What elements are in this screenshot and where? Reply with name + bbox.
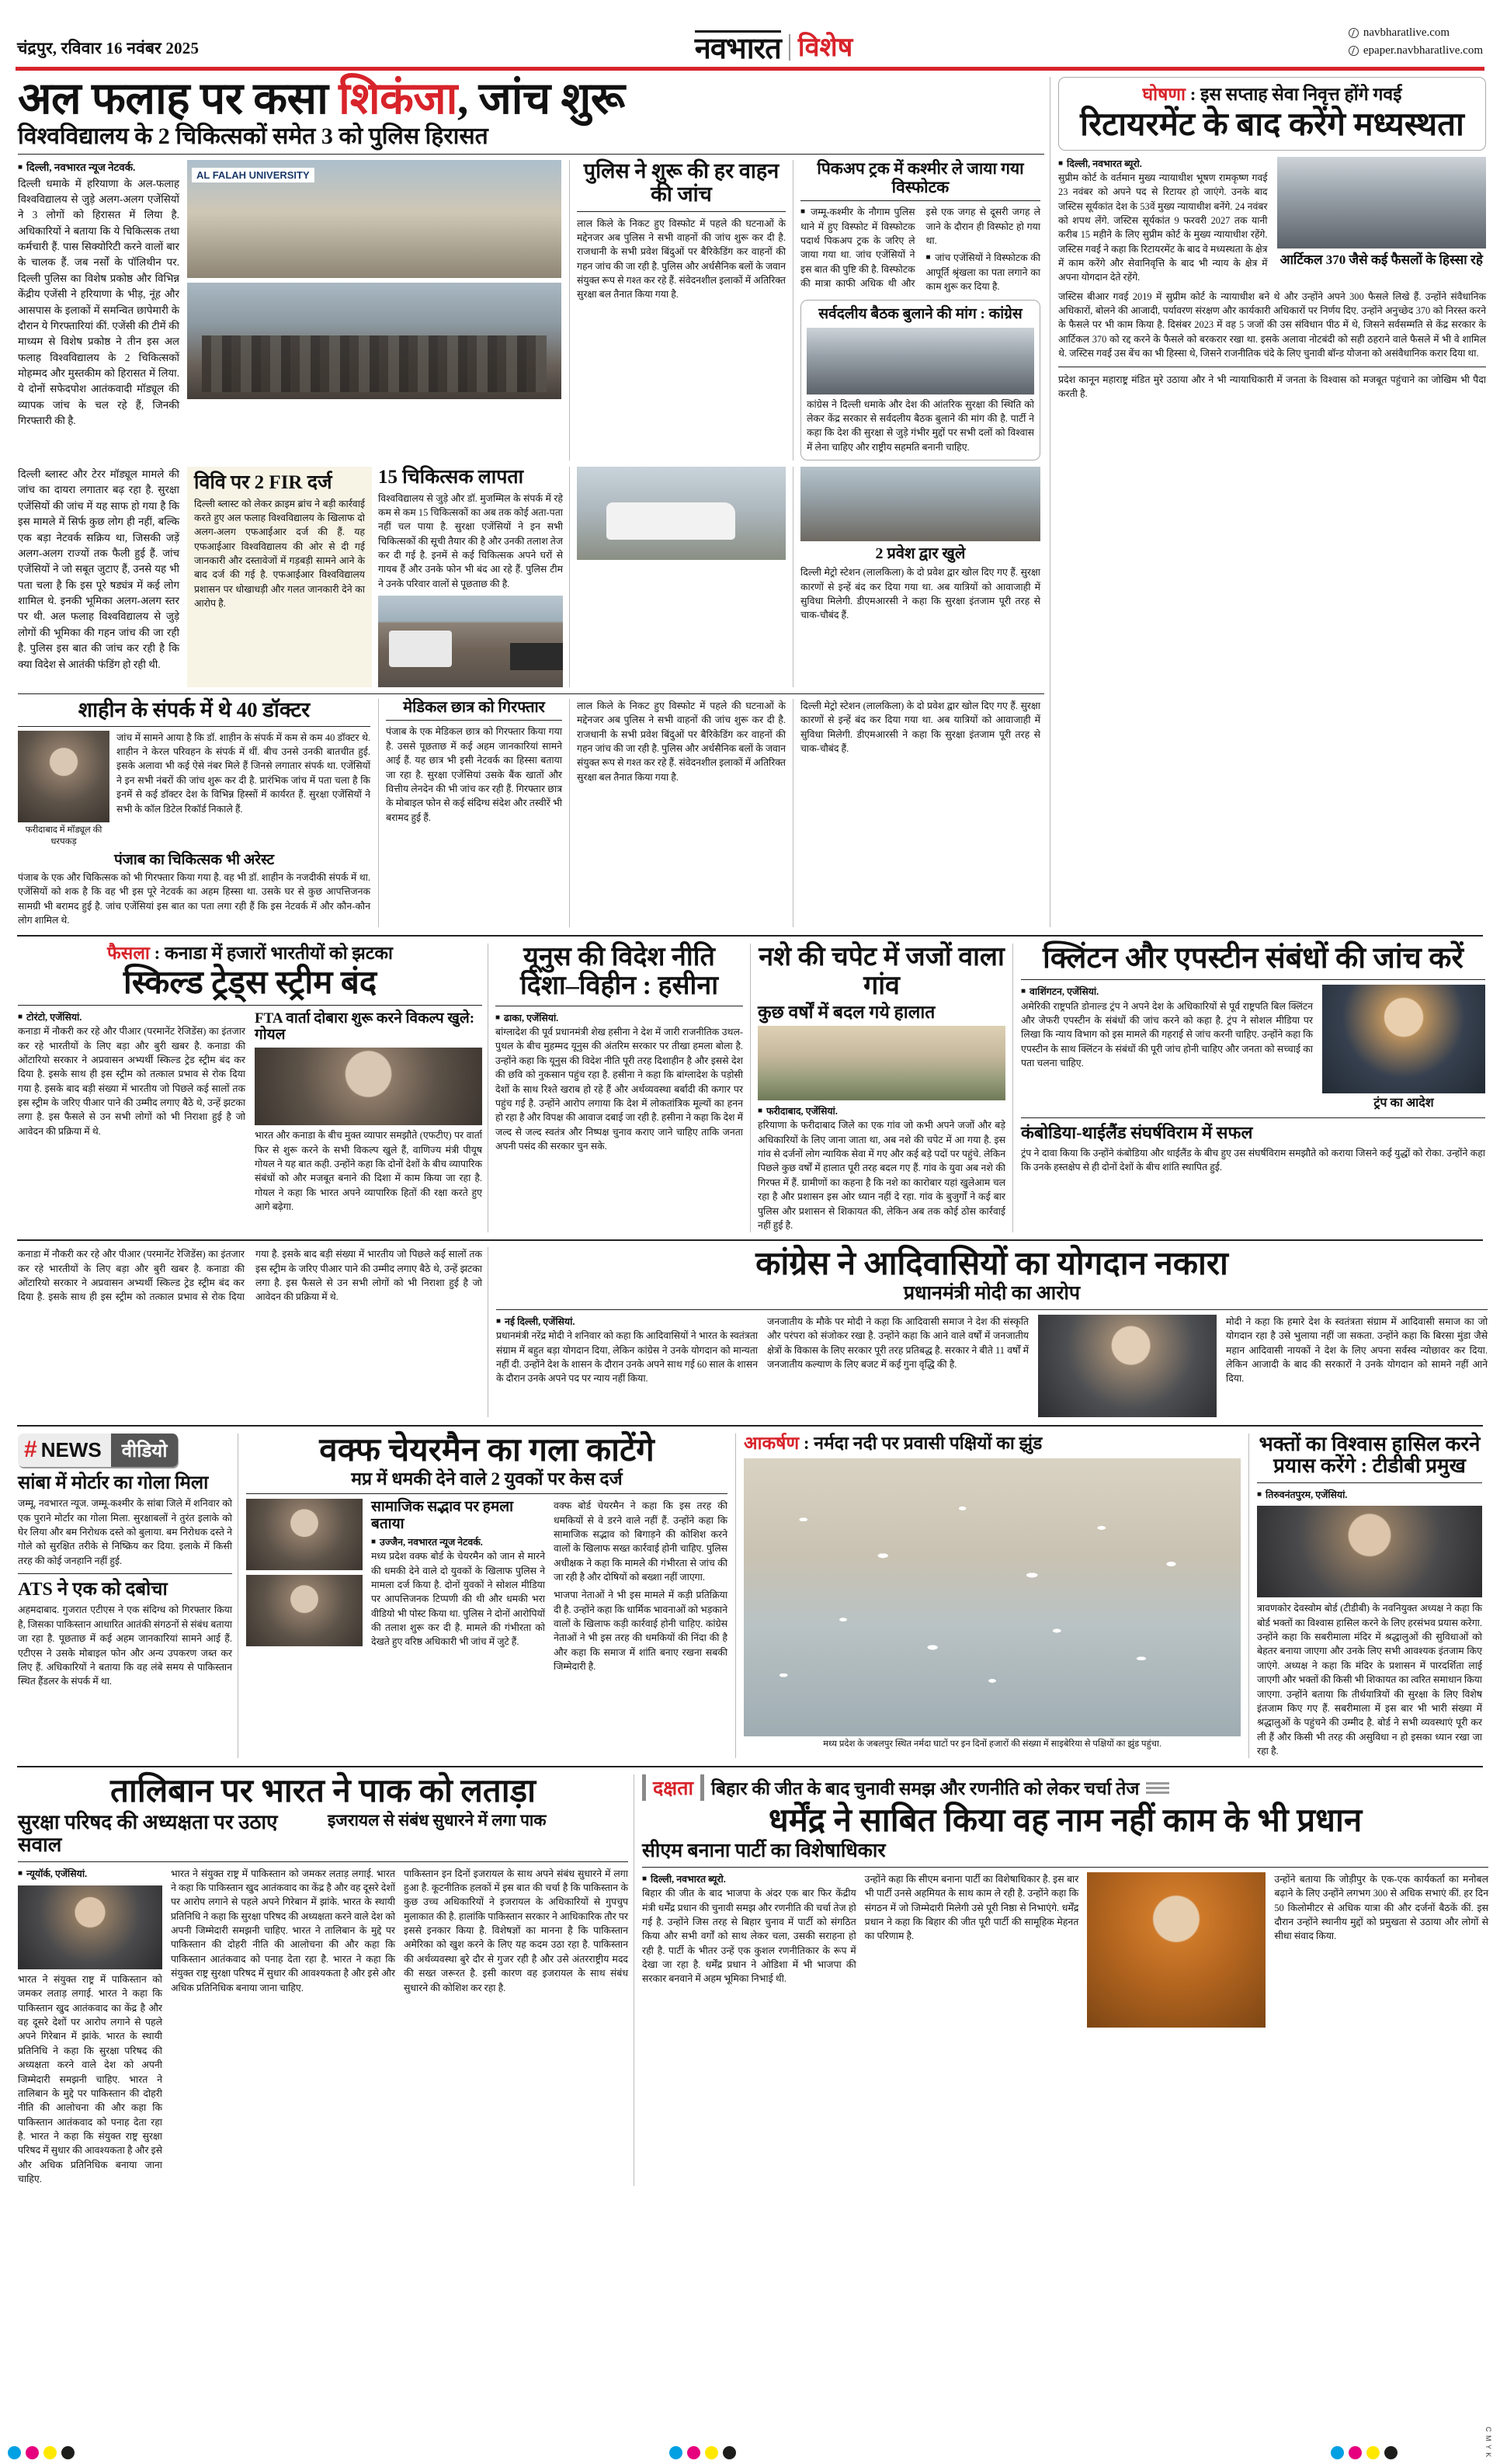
globe-icon	[1349, 46, 1359, 56]
lead-headline	[18, 77, 1044, 122]
lead-body-grid	[18, 160, 1044, 460]
dakshata-col3: उन्होंने बताया कि जोड़ीपुर के एक-एक कार्यकर्ता का मनोबल बढ़ाने के लिए उन्होंने लगभग 300 से अधिक सभाएं कीं. हर दिन 50 किलोमीटर से अधिक यात्रा की और दर्जनों बैठकें कीं. इस दौरान उन्होंने स्थानीय मुद्दों को प्रमुखता से उठाया और लोगों से सीधा संवाद किया.	[1274, 1873, 1488, 1942]
nashe-body: हरियाणा के फरीदाबाद जिले का एक गांव जो कभी अपने जजों और बड़े अधिकारियों के लिए जाना जाता था, अब नशे की चपेट में आ गया है. इस गांव से दर्जनों लोग न्यायिक सेवा में गए और कई बड़े पदों पर पहुंचे. लेकिन पिछले कुछ वर्षों में हालात पूरी तरह बदल गए हैं. गांव के युवा अब नशे की गिरफ्त में हैं. ग्रामीणों का कहना है कि नशे का कारोबार यहां खुलेआम चल रहा है और प्रशासन इस ओर ध्यान नहीं दे रहा. गांव के बुजुर्गों ने कई बार पुलिस और प्रशासन से शिकायत की, लेकिन अब तक कोई ठोस कार्रवाई नहीं हुई है.	[758, 1120, 1005, 1231]
younus-byline-wrap	[495, 1011, 743, 1025]
ghoshna-byline-wrap	[1058, 157, 1268, 171]
aakarshan-block	[736, 1434, 1248, 1759]
waqf-col-title: सामाजिक सद्भाव पर हमला बताया	[371, 1499, 514, 1532]
waqf-body: मध्य प्रदेश वक्फ बोर्ड के चेयरमैन को जान से मारने की धमकी देने वाले दो युवकों के खिलाफ पुलिस ने मामला दर्ज किया है. दोनों युवकों ने सोशल मीडिया पर आपत्तिजनक टिप्पणी की थी और धमकी भरा वीडियो भी पोस्ट किया था. पुलिस ने दोनों आरोपियों की तलाश शुरू कर दी है. मामले की गंभीरता को देखते हुए वरिष्ठ अधिकारी भी जांच में जुटे हैं.	[371, 1551, 545, 1648]
faisla-tag: फैसला	[107, 944, 150, 964]
dakshata-subhead: सीएम बनाना पार्टी का विशेषाधिकार	[642, 1840, 886, 1862]
police-extra-body: लाल किले के निकट हुए विस्फोट में पहले की घटनाओं के मद्देनजर अब पुलिस ने सभी वाहनों की जांच शुरू कर दी है. राजधानी के सभी प्रवेश बिंदुओं पर बैरिकेडिंग कर वाहनों की गहन जांच की जा रही है. पुलिस और अर्धसैनिक बलों के जवान संयुक्त रूप से गश्त कर रहे हैं. संवेदनशील इलाकों में अतिरिक्त सुरक्षा बल तैनात किया गया है.	[577, 700, 786, 783]
waqf-photo-2	[246, 1575, 363, 1646]
lead-headline-part2: , जांच शुरू	[457, 75, 625, 123]
missing-doctors-body: विश्वविद्यालय से जुड़े और डॉ. मुजम्मिल के संपर्क में रहे कम से कम 15 चिकित्सकों का अब तक कोई अता-पता नहीं चल पाया है. सुरक्षा एजेंसियों ने इन सभी चिकित्सकों की सूची तैयार की है और उनकी तलाश तेज कर दी गई है. इनमें से कई चिकित्सक अपने घरों से गायब हैं और उनके फोन भी बंद आ रहे हैं. पुलिस टीम ने उनके परिवार वालों से पूछताछ की है.	[378, 492, 563, 589]
faisla-kicker-text: कनाडा में हजारों भारतीयों को झटका	[165, 944, 393, 964]
ats-headline: ATS ने एक को दबोचा	[18, 1580, 168, 1600]
medical-arrest-story	[379, 699, 569, 927]
cambodia-headline: कंबोडिया-थाईलैंड संघर्षविराम में सफल	[1021, 1122, 1253, 1142]
lead-byline-text: दिल्ली, नवभारत न्यूज नेटवर्क.	[26, 162, 136, 174]
clinton-caption: ट्रंप का आदेश	[1373, 1096, 1434, 1110]
younus-body: बांग्लादेश की पूर्व प्रधानमंत्री शेख हसीना ने देश में जारी राजनीतिक उथल-पुथल के बीच मुहम्मद यूनुस की अंतरिम सरकार पर तीखा हमला बोला है. उन्होंने कहा कि यूनुस की विदेश नीति पूरी तरह दिशाहीन है और इससे देश की छवि को नुकसान पहुंच रहा है. हसीना ने कहा कि बांग्लादेश के पड़ोसी देशों के साथ रिश्ते खराब हो रहे हैं और अर्थव्यवस्था बर्बादी की कगार पर पहुंच गई है. उन्होंने आरोप लगाया कि देश में लोकतांत्रिक मूल्यों का हनन हो रहा है और विपक्ष की आवाज दबाई जा रही है. हसीना ने कहा कि देश में जल्द से जल्द स्वतंत्र और निष्पक्ष चुनाव कराए जाने चाहिए ताकि जनता अपनी पसंद की सरकार चुन सके.	[495, 1027, 743, 1152]
lead-third-tier	[18, 699, 1044, 927]
hash-icon: #	[24, 1437, 37, 1463]
clinton-photo-trump	[1322, 985, 1485, 1093]
faisla-story	[12, 944, 488, 1232]
taliban-photo	[18, 1885, 162, 1969]
cambodia-body: ट्रंप ने दावा किया कि उन्होंने कंबोडिया और थाईलैंड के बीच हुए उस संघर्षविराम समझौते को कराया जिसने कई युद्धों को रोका. उन्होंने कहा कि उनके हस्तक्षेप से ही दोनों देशों के बीच शांति स्थापित हुई.	[1021, 1147, 1485, 1173]
lead-col-2	[187, 160, 569, 460]
congress-byline: नई दिल्ली, एजेंसियां.	[505, 1315, 575, 1327]
news-video-block	[12, 1434, 238, 1759]
nashe-photo	[758, 1026, 1005, 1100]
dakshata-body-grid	[642, 1872, 1488, 2028]
sarvdaliya-headline: सर्वदलीय बैठक बुलाने की मांग : कांग्रेस	[818, 306, 1023, 323]
clinton-body: अमेरिकी राष्ट्रपति डोनाल्ड ट्रंप ने अपने देश के अधिकारियों से पूर्व राष्ट्रपति बिल क्लिंटन और जेफरी एपस्टीन के संबंधों की जांच करने को कहा है. ट्रंप ने सोशल मीडिया पर लिखा कि न्याय विभाग को इस मामले की गहराई से जांच करनी चाहिए. उन्होंने कहा कि एपस्टीन के साथ क्लिंटन के संबंधों की पूरी जांच होनी चाहिए और जनता को सच्चाई का पता चलना चाहिए.	[1021, 1000, 1313, 1069]
logo-edition-text: विशेष	[797, 32, 853, 62]
lead-col-1	[18, 160, 187, 460]
lead-second-tier	[18, 467, 1044, 687]
ghoshna-byline: दिल्ली, नवभारत ब्यूरो.	[1067, 158, 1142, 169]
lead-paragraph-2: दिल्ली ब्लास्ट और टेरर मॉड्यूल मामले की जांच का दायरा लगातार बढ़ रहा है. सुरक्षा एजेंसियों की जांच में यह साफ हो गया है कि इस मामले में सिर्फ कुछ लोग ही नहीं, बल्कि एक बड़ा नेटवर्क सक्रिय था, जिसकी जड़ें अलग-अलग राज्यों तक फैली हुई हैं. जांच एजेंसियों ने जो सबूत जुटाए हैं, उनसे यह भी पता चला है कि इस पूरे षड्यंत्र में कई लोग शामिल थे. इनकी भूमिका अलग-अलग स्तर पर थी. अल फलाह विश्वविद्यालय से जुड़े लोगों की भूमिका की गहन जांच की जा रही है. पुलिस इस बात की जांच कर रही है कि क्या विदेश से आतंकी फंडिंग हो रही थी.	[18, 468, 179, 670]
taliban-story	[12, 1774, 634, 2186]
shaheen-photo	[18, 731, 109, 822]
waqf-col2: वक्फ बोर्ड चेयरमैन ने कहा कि इस तरह की धमकियों से वे डरने वाले नहीं हैं. उन्होंने कहा कि सामाजिक सद्भाव को बिगाड़ने की कोशिश करने वालों के खिलाफ सख्त कार्रवाई होनी चाहिए. पुलिस अधीक्षक ने कहा कि मामले की गंभीरता से जांच की जा रही है और दोषियों को बख्शा नहीं जाएगा.	[554, 1500, 727, 1583]
taliban-byline: न्यूयॉर्क, एजेंसियां.	[26, 1868, 88, 1879]
waqf-photo-1	[246, 1499, 363, 1570]
pravesh-box	[793, 467, 1040, 687]
ghoshna-story	[1050, 77, 1486, 927]
taliban-head-grid	[18, 1812, 628, 1856]
congress-body-grid	[496, 1315, 1488, 1417]
website-epaper[interactable]: epaper.navbharatlive.com	[1363, 43, 1483, 57]
faisla-tail: कनाडा में नौकरी कर रहे और पीआर (परमानेंट रेजिडेंस) का इंतजार कर रहे भारतीयों के लिए बड़ा और बुरी खबर है. कनाडा की ओंटारियो सरकार ने अप्रवासन अभ्यर्थी स्किल्ड ट्रेड स्ट्रीम बंद कर दिया है. इसके साथ ही इस स्ट्रीम को तत्काल प्रभाव से रोक दिया गया है. इसके बाद बड़ी संख्या में भारतीय जो पिछले कई सालों तक इस स्ट्रीम के जरिए पीआर पाने की उम्मीद लगाए बैठे थे, उन्हें झटका लगा है. इस फैसले से उन सभी लोगों को भी निराशा हुई है जो आवेदन की प्रक्रिया में थे.	[18, 1249, 482, 1303]
masthead	[12, 14, 1488, 65]
police-check-body: लाल किले के निकट हुए विस्फोट में पहले की घटनाओं के मद्देनजर अब पुलिस ने सभी वाहनों की जांच शुरू कर दी है. राजधानी के सभी प्रवेश बिंदुओं पर बैरिकेडिंग कर वाहनों की गहन जांच की जा रही है. पुलिस और अर्धसैनिक बलों के जवान संयुक्त रूप से गश्त कर रहे हैं. संवेदनशील इलाकों में अतिरिक्त सुरक्षा बल तैनात किया गया है.	[577, 217, 786, 301]
ghoshna-kicker-text: इस सप्ताह सेवा निवृत्त होंगे गवई	[1200, 85, 1402, 104]
shaheen-headline: शाहीन के संपर्क में थे 40 डॉक्टर	[78, 698, 311, 722]
punjab-doc-wrap	[18, 852, 370, 928]
pravesh-extra-col	[793, 699, 1040, 927]
waqf-byline: उज्जैन, नवभारत न्यूज नेटवर्क.	[380, 1536, 483, 1548]
aakarshan-photo	[744, 1458, 1241, 1736]
police-photo-car	[577, 467, 786, 560]
clinton-headline: क्लिंटन और एपस्टीन संबंधों की जांच करें	[1043, 942, 1464, 975]
dateline: चंद्रपुर, रविवार 16 नवंबर 2025	[17, 39, 200, 57]
taliban-body: भारत ने संयुक्त राष्ट्र में पाकिस्तान को जमकर लताड़ लगाई. भारत ने कहा कि पाकिस्तान खुद आतंकवाद का केंद्र है और वह दूसरे देशों पर आरोप लगाने से पहले अपने गिरेबान में झांके. भारत के स्थायी प्रतिनिधि ने कहा कि सुरक्षा परिषद की अध्यक्षता करने वाले देश को अपनी जिम्मेदारी समझनी चाहिए. भारत ने तालिबान के मुद्दे पर पाकिस्तान की दोहरी नीति की आलोचना की और कहा कि पाकिस्तान आतंकवाद को पनाह देता रहा है. भारत ने कहा कि संयुक्त राष्ट्र सुरक्षा परिषद में सुधार की आवश्यकता है और इसे और अधिक प्रतिनिधिक बनाया जाना चाहिए.	[171, 1868, 395, 1993]
aakarshan-kicker: आकर्षण : नर्मदा नदी पर प्रवासी पक्षियों का झुंड	[744, 1433, 1043, 1453]
newspaper-logo[interactable]	[695, 30, 852, 64]
nashe-byline-wrap	[758, 1104, 1005, 1118]
tdb-byline-wrap	[1257, 1488, 1482, 1502]
ghoshna-tag: घोषणा	[1142, 85, 1186, 104]
ghoshna-kicker: घोषणा : इस सप्ताह सेवा निवृत्त होंगे गवई	[1142, 85, 1402, 104]
police-check-story	[570, 160, 793, 460]
fir-body: दिल्ली ब्लास्ट को लेकर क्राइम ब्रांच ने बड़ी कार्रवाई करते हुए अल फलाह विश्वविद्यालय के खिलाफ दो अलग-अलग एफआईआर दर्ज की हैं. यह एफआईआर विश्वविद्यालय की ओर से दी गई जानकारी और दस्तावेजों में गड़बड़ी सामने आने के बाद दर्ज की गई है. एफआईआर विश्वविद्यालय प्रशासन पर धोखाधड़ी और गलत जानकारी देने का आरोप है.	[194, 498, 365, 610]
aakarshan-tag: आकर्षण	[744, 1433, 800, 1453]
tdb-photo	[1257, 1506, 1482, 1597]
nashe-subhead: कुछ वर्षों में बदल गये हालात	[758, 1002, 936, 1022]
younus-story	[488, 944, 750, 1232]
faisla-headline: स्किल्ड ट्रेड्स स्ट्रीम बंद	[123, 964, 377, 1001]
sarvdaliya-body: कांग्रेस ने दिल्ली धमाके और देश की आंतरिक सुरक्षा की स्थिति को लेकर केंद्र सरकार से सर्वदलीय बैठक बुलाने की मांग की है. पार्टी ने कहा कि देश की सुरक्षा से जुड़े गंभीर मुद्दों पर सभी दलों को विश्वास में लेना चाहिए और राष्ट्रीय सहमति बनानी चाहिए.	[807, 398, 1034, 453]
waqf-col3: भाजपा नेताओं ने भी इस मामले में कड़ी प्रतिक्रिया दी है. उन्होंने कहा कि धार्मिक भावनाओं को भड़काने वालों के खिलाफ कड़ी कार्रवाई होनी चाहिए. कांग्रेस नेताओं ने भी इस तरह की धमकियों की निंदा की है और कहा कि समाज में शांति बनाए रखना सबकी जिम्मेदारी है.	[554, 1590, 727, 1673]
ghoshna-body: सुप्रीम कोर्ट के वर्तमान मुख्य न्यायाधीश भूषण रामकृष्ण गवई 23 नवंबर को अपने पद से रिटायर हो जाएंगे. उनके बाद जस्टिस सूर्यकांत देश के 53वें मुख्य न्यायाधीश बनेंगे. 24 नवंबर को शपथ लेंगे. जस्टिस सूर्यकांत 9 फरवरी 2027 तक यानी करीब 15 महीने के लिए सुप्रीम कोर्ट के मुख्य न्यायाधीश रहेंगे. जस्टिस गवई ने कहा कि रिटायरमेंट के बाद वे मध्यस्थता के क्षेत्र में काम करेंगे और सेवानिवृत्ति के बाद भी न्याय के क्षेत्र में अपना योगदान देते रहेंगे.	[1058, 172, 1268, 283]
medical-arrest-body: पंजाब के एक मेडिकल छात्र को गिरफ्तार किया गया है. उससे पूछताछ में कई अहम जानकारियां सामने आई हैं. यह छात्र भी इसी नेटवर्क का हिस्सा बताया जा रहा है. सुरक्षा एजेंसियां उसके बैंक खातों और वित्तीय लेनदेन की भी जांच कर रही हैं. गिरफ्तार छात्र के मोबाइल फोन से कई संदिग्ध संदेश और तस्वीरें भी बरामद हुई हैं.	[386, 726, 562, 823]
row-two	[12, 944, 1488, 1232]
taliban-body-grid	[18, 1867, 628, 2187]
ghoshna-box	[1058, 77, 1486, 151]
faisla-body: कनाडा में नौकरी कर रहे और पीआर (परमानेंट रेजिडेंस) का इंतजार कर रहे भारतीयों के लिए बड़ा और बुरी खबर है. कनाडा की ओंटारियो सरकार ने अप्रवासन अभ्यर्थी स्किल्ड ट्रेड स्ट्रीम बंद कर दिया है. इसके साथ ही इस स्ट्रीम को तत्काल प्रभाव से रोक दिया गया है. इसके बाद बड़ी संख्या में भारतीय जो पिछले कई सालों तक इस स्ट्रीम के जरिए पीआर पाने की उम्मीद लगाए बैठे थे, उन्हें झटका लगा है. इस फैसले से उन सभी लोगों को भी निराशा हुई है जो आवेदन की प्रक्रिया में थे.	[18, 1026, 245, 1137]
faisla-byline-wrap	[18, 1010, 245, 1024]
fta-headline: FTA वार्ता दोबारा शुरू करने विकल्प खुले: गोयल	[255, 1010, 475, 1044]
news-video-badge[interactable]	[18, 1434, 178, 1467]
faisla-byline: टोरंटो, एजेंसियां.	[26, 1011, 82, 1023]
clinton-story	[1013, 944, 1485, 1232]
aakarshan-kicker-text: नर्मदा नदी पर प्रवासी पक्षियों का झुंड	[814, 1433, 1043, 1453]
registration-dots	[8, 2446, 1398, 2459]
lead-subhead: विश्वविद्यालय के 2 चिकित्सकों समेत 3 को पुलिस हिरासत	[18, 123, 488, 150]
congress-photo-modi	[1038, 1315, 1217, 1417]
police-col-continue	[570, 467, 793, 687]
logo-divider	[789, 34, 790, 61]
pickup-story	[793, 160, 1040, 460]
waqf-headline: वक्फ चेयरमैन का गला काटेंगे	[319, 1432, 655, 1468]
congress-headline: कांग्रेस ने आदिवासियों का योगदान नकारा	[755, 1246, 1228, 1283]
congress-body-2: जनजातीय के मौके पर मोदी ने कहा कि आदिवासी समाज ने देश की संस्कृति और परंपरा को संजोकर रखा है. उन्होंने कहा कि आने वाले वर्षों में जनजातीय क्षेत्रों के विकास के लिए सरकार पूरी तरह प्रतिबद्ध है. सरकार ने बीते 11 वर्षों में जनजातीय कल्याण के लिए बजट में कई गुना वृद्धि की है.	[767, 1315, 1029, 1370]
clinton-byline: वाशिंगटन, एजेंसियां.	[1030, 986, 1099, 998]
nashe-byline: फरीदाबाद, एजेंसियां.	[766, 1106, 838, 1117]
news-badge-left	[18, 1434, 111, 1467]
israel-pak-headline: इजरायल से संबंध सुधारने में लगा पाक	[328, 1811, 547, 1830]
missing-doctors-photo	[378, 596, 563, 687]
nashe-headline: नशे की चपेट में जजों वाला गांव	[759, 943, 1005, 1001]
ats-body: अहमदाबाद. गुजरात एटीएस ने एक संदिग्ध को गिरफ्तार किया है, जिसका पाकिस्तान आधारित आतंकी संगठनों से संबंध बताया जा रहा है. पूछताछ में कई अहम जानकारियां सामने आई हैं. एटीएस ने उसके मोबाइल फोन और अन्य उपकरण जब्त कर लिए हैं. अधिकारियों ने बताया कि वह लंबे समय से पाकिस्तान स्थित हैंडलर के संपर्क में था.	[18, 1604, 233, 1687]
waqf-subhead: मप्र में धमकी देने वाले 2 युवकों पर केस दर्ज	[351, 1468, 623, 1489]
masthead-red-rule	[16, 67, 1484, 71]
lead-col-1b	[18, 467, 187, 687]
nashe-story	[751, 944, 1012, 1232]
lead-story	[12, 77, 1050, 927]
university-signboard: AL FALAH UNIVERSITY	[192, 168, 314, 182]
missing-doctors-headline: 15 चिकित्सक लापता	[378, 467, 524, 488]
faisla-kicker: फैसला : कनाडा में हजारों भारतीयों को झटका	[107, 944, 393, 964]
news-badge-right[interactable]: वीडियो	[111, 1434, 179, 1467]
younus-byline: ढाका, एजेंसियां.	[504, 1012, 559, 1023]
congress-story	[488, 1247, 1488, 1417]
ghoshna-body-grid	[1058, 157, 1486, 285]
dakshata-headline: धर्मेंद्र ने साबित किया वह नाम नहीं काम के भी प्रधान	[768, 1803, 1363, 1840]
congress-body-1: प्रधानमंत्री नरेंद्र मोदी ने शनिवार को कहा कि आदिवासियों ने भारत के स्वतंत्रता संग्राम में बहुत बड़ा योगदान दिया, लेकिन कांग्रेस ने उनके योगदान को मान्यता नहीं दी. उन्होंने देश के शासन के दौरान उनके अपने साथ गई 60 साल के शासन के दौरान उनके अपने पद पर न्याय नहीं किया.	[496, 1330, 758, 1385]
medical-arrest-headline: मेडिकल छात्र को गिरफ्तार	[403, 699, 545, 717]
news-badge-label: NEWS	[40, 1437, 102, 1461]
fir-box	[187, 467, 372, 687]
row-congress	[12, 1247, 1488, 1417]
congress-byline-wrap	[496, 1315, 758, 1329]
shaheen-story	[18, 699, 378, 927]
sarvdaliya-photo	[807, 328, 1034, 394]
dakshata-tagbar	[642, 1774, 1488, 1801]
taliban-byline-wrap	[18, 1867, 162, 1881]
tdb-byline: तिरुवनंतपुरम, एजेंसियां.	[1266, 1489, 1348, 1501]
row-three	[12, 1434, 1488, 1759]
tdb-body: त्रावणकोर देवस्वोम बोर्ड (टीडीबी) के नवनियुक्त अध्यक्ष ने कहा कि बोर्ड भक्तों का विश्वास हासिल करने के लिए हरसंभव प्रयास करेगा. उन्होंने कहा कि सबरीमाला मंदिर में श्रद्धालुओं की सुविधाओं को बेहतर बनाया जाएगा और उनके लिए सभी आवश्यक इंतजाम किए जाएंगे. अध्यक्ष ने कहा कि मंदिर के प्रशासन में पारदर्शिता लाई जाएगी और भक्तों की किसी भी शिकायत का त्वरित समाधान किया जाएगा. उन्होंने बताया कि तीर्थयात्रियों की सुरक्षा के लिए विशेष इंतजाम किए गए हैं. सबरीमाला में इस बार भी भारी संख्या में श्रद्धालुओं के पहुंचने की उम्मीद है. बोर्ड ने सभी व्यवस्थाएं पूरी कर ली हैं और किसी भी तरह की असुविधा न हो इसका ध्यान रखा जा रहा है.	[1257, 1603, 1482, 1757]
samba-headline: सांबा में मोर्टार का गोला मिला	[18, 1472, 209, 1493]
clinton-byline-wrap	[1021, 985, 1313, 999]
pickup-headline: पिकअप ट्रक में कश्मीर ले जाया गया विस्फोटक	[817, 159, 1024, 196]
lead-photo-crowd	[187, 283, 561, 399]
lead-paragraph-1: दिल्ली धमाके में हरियाणा के अल-फलाह विश्वविद्यालय से जुड़े अलग-अलग एजेंसियों ने 3 लोगों को हिरासत में लिया है. अधिकारियों ने बताया कि ये चिकित्सक तथा कर्मचारी हैं. पास सिक्योरिटी करने वालों बार के चालक हैं. जब नर्सों के पॉलिथीन पर. दिल्ली पुलिस का विशेष प्रकोष्ठ और विभिन्न केंद्रीय एजेंसी ने हरियाणा के भीड़, नूंह और आसपास के इलाकों में समन्वित छापेमारी के दौरान ये गिरफ्तारियां कीं. एजेंसी की टीमें की माध्यम से विशेष प्रकोष्ठ ने तीन इस अल फलाह विश्वविद्यालय के 2 चिकित्सकों मोहम्मद और मुस्तकीम को हिरासत में लिया. ये दोनों सफेदपोश आतंकवादी मॉड्यूल की व्यापक जांच के चल रहे हैं, जिनकी गिरफ्तारी की है.	[18, 177, 179, 427]
logo-main-text: नवभारत	[695, 30, 781, 64]
ghoshna-photo	[1277, 157, 1487, 248]
globe-icon	[1349, 28, 1359, 38]
taliban-body-short: भारत ने संयुक्त राष्ट्र में पाकिस्तान को जमकर लताड़ लगाई. भारत ने कहा कि पाकिस्तान खुद आतंकवाद का केंद्र है और वह दूसरे देशों पर आरोप लगाने से पहले अपने गिरेबान में झांके. भारत के स्थायी प्रतिनिधि ने कहा कि सुरक्षा परिषद की अध्यक्षता करने वाले देश को अपनी जिम्मेदारी समझनी चाहिए. भारत ने तालिबान के मुद्दे पर पाकिस्तान की दोहरी नीति की आलोचना की और कहा कि पाकिस्तान आतंकवाद को पनाह देता रहा है. भारत ने कहा कि संयुक्त राष्ट्र सुरक्षा परिषद में सुधार की आवश्यकता है और इसे और अधिक प्रतिनिधिक बनाया जाना चाहिए.	[18, 1974, 162, 2185]
dakshata-byline: दिल्ली, नवभारत ब्यूरो.	[651, 1873, 726, 1885]
police-extra-col	[570, 699, 793, 927]
ghoshna-headline: रिटायरमेंट के बाद करेंगे मध्यस्थता	[1080, 107, 1464, 144]
shaheen-caption: फरीदाबाद में मॉड्यूल की धरपकड़	[25, 825, 102, 846]
taliban-subhead: सुरक्षा परिषद की अध्यक्षता पर उठाए सवाल	[18, 1811, 278, 1857]
dakshata-story	[634, 1774, 1488, 2186]
dakshata-photo	[1087, 1872, 1266, 2028]
pravesh-body: दिल्ली मेट्रो स्टेशन (लालकिला) के दो प्रवेश द्वार खोल दिए गए हैं. सुरक्षा कारणों से इन्हें बंद कर दिया गया था. अब यात्रियों को आवाजाही में सुविधा मिलेगी. डीएमआरसी ने कहा कि सुरक्षा इंतजाम पूरी तरह से चाक-चौबंद हैं.	[800, 567, 1040, 621]
dakshata-col2: उन्होंने कहा कि सीएम बनाना पार्टी का विशेषाधिकार है. इस बार भी पार्टी उनसे अहमियत के साथ काम ले रही है. उन्होंने कहा कि संगठन में जो जिम्मेदारी मिलेगी उसे पूरी निष्ठा से निभाएंगे. धर्मेंद्र प्रधान ने कहा कि बिहार की जीत पूरी पार्टी की सामूहिक मेहनत का परिणाम है.	[864, 1873, 1079, 1942]
faisla-continued	[12, 1247, 488, 1417]
lead-photo-university	[187, 160, 561, 278]
tdb-headline: भक्तों का विश्वास हासिल करने प्रयास करेंगे : टीडीबी प्रमुख	[1259, 1432, 1481, 1478]
congress-body-3: मोदी ने कहा कि हमारे देश के स्वतंत्रता संग्राम में आदिवासी समाज का जो योगदान रहा है उसे भुलाया नहीं जा सकता. उन्होंने कहा कि बिरसा मुंडा जैसे महान आदिवासी नायकों ने देश के लिए अपना सर्वस्व न्योछावर कर दिया. लेकिन आजादी के बाद की सरकारों ने उनके योगदान को सामने नहीं आने दिया.	[1226, 1315, 1488, 1385]
taliban-headline: तालिबान पर भारत ने पाक को लताड़ा	[110, 1774, 536, 1810]
dakshata-body: बिहार की जीत के बाद भाजपा के अंदर एक बार फिर केंद्रीय मंत्री धर्मेंद्र प्रधान की चुनावी समझ और रणनीति की चर्चा तेज हो गई है. उन्होंने जिस तरह से बिहार चुनाव में पार्टी को संगठित किया और सभी वर्गों को साथ लेकर चला, उसकी सराहना हो रही है. पार्टी के भीतर उन्हें एक कुशल रणनीतिकार के रूप में देखा जा रहा है. धर्मेंद्र प्रधान ने ओडिशा में भी भाजपा की सरकार बनवाने में अहम भूमिका निभाई थी.	[642, 1888, 856, 1985]
lead-headline-highlight: शिकंजा	[339, 75, 457, 123]
punjab-doc-headline: पंजाब का चिकित्सक भी अरेस्ट	[113, 851, 275, 868]
ghoshna-col2: जस्टिस बीआर गवई 2019 में सुप्रीम कोर्ट के न्यायाधीश बने थे और उन्होंने अपने 300 फैसले लिखे हैं. उन्होंने संवैधानिक अधिकारों, बोलने की आजादी, पर्यावरण संरक्षण और कार्यकारी अधिकारों पर निर्णय दिए. उन्होंने अनुच्छेद 370 को निरस्त करने के फैसले पर भी काम किया है. दिसंबर 2023 में वह 5 जजों की उस संविधान पीठ में थे, जिसने सर्वसम्मति से केंद्र सरकार के आर्टिकल 370 को रद्द करने के फैसले को बरकरार रखा था. इसके अलावा नोटबंदी को सही ठहराने वाले फैसले में भी वे शामिल थे. जस्टिस गवई उस बेंच का भी हिस्सा थे, जिसने राजनीतिक चंदे के लिए चुनावी बॉन्ड योजना को असंवैधानिक करार दिया था.	[1058, 290, 1486, 360]
younus-headline: यूनुस की विदेश नीति दिशा–विहीन : हसीना	[519, 943, 719, 1001]
samba-body: जम्मू, नवभारत न्यूज. जम्मू-कश्मीर के सांबा जिले में शनिवार को एक पुराने मोर्टार का गोला मिला. सुरक्षाबलों ने तुरंत इलाके को घेर लिया और बम निरोधक दस्ते को बुलाया. बम निरोधक दस्ते ने गोले को सुरक्षित तरीके से निष्क्रिय कर दिया. इलाके में किसी तरह की कोई जनहानि नहीं हुई.	[18, 1498, 232, 1566]
cmyk-mark: C M Y K	[1484, 2426, 1492, 2458]
ghoshna-caption: आर्टिकल 370 जैसे कई फैसलों के हिस्सा रहे	[1280, 252, 1483, 267]
lead-byline	[18, 160, 179, 176]
fir-headline: विवि पर 2 FIR दर्ज	[194, 472, 332, 494]
menu-icon[interactable]	[1146, 1780, 1169, 1796]
aakarshan-caption: मध्य प्रदेश के जबलपुर स्थित नर्मदा घाटों पर इन दिनों हजारों की संख्या में साइबेरिया से पक्षियों का झुंड पहुंचा.	[823, 1739, 1161, 1750]
dakshata-kicker: बिहार की जीत के बाद चुनावी समझ और रणनीति को लेकर चर्चा तेज	[710, 1779, 1140, 1799]
waqf-body-grid	[246, 1499, 727, 1673]
sarvdaliya-box	[800, 300, 1040, 460]
row1-bottom-rule	[17, 935, 1483, 937]
shaheen-body: जांच में सामने आया है कि डॉ. शाहीन के संपर्क में कम से कम 40 डॉक्टर थे. शाहीन ने केरल परिवहन के संपर्क में थीं. बीच उनसे उनकी बातचीत हुई. इसके अलावा भी कई ऐसे नंबर मिले हैं जिनसे लगातार संपर्क था. एजेंसियों ने इन सभी नंबरों की जांच शुरू कर दी है. प्रारंभिक जांच में पता चला है कि इनमें से कई डॉक्टर देश के विभिन्न हिस्सों में कार्यरत हैं. सुरक्षा एजेंसियों ने सभी के कॉल डिटेल रिकॉर्ड निकाले हैं.	[116, 732, 370, 815]
tagbar-left-rule	[642, 1774, 646, 1801]
ghoshna-col3: प्रदेश कानून महाराष्ट्र्र मंडित मुरे उठाया और ने भी न्यायाधिकारी में जनता के विश्वास को मजबूत पहुंचाने का जोखिम भी पैदा करती है.	[1058, 374, 1486, 399]
pickup-body-1: ■ जम्मू-कश्मीर के नौगाम पुलिस थाने में हुए विस्फोट में विस्फोटक पदार्थ पिकअप ट्रक के जरिए ले जाया गया था. जांच एजेंसियों ने इस बात की पुष्टि की है. विस्फोटक की मात्रा काफी अधिक थी और इसे एक जगह से दूसरी जगह ले जाने के दौरान ही विस्फोट हो गया था.	[800, 205, 1040, 294]
tagbar-right-rule	[700, 1774, 704, 1801]
pravesh-photo	[800, 467, 1040, 541]
israel-pak-body: पाकिस्तान इन दिनों इजरायल के साथ अपने संबंध सुधारने में लगा हुआ है. कूटनीतिक हलकों में इस बात की चर्चा है कि पाकिस्तान के कुछ उच्च अधिकारियों ने इजरायल के अधिकारियों से गुपचुप मुलाकात की है. हालांकि पाकिस्तान सरकार ने आधिकारिक तौर पर इससे इनकार किया है. विशेषज्ञों का मानना है कि पाकिस्तान अमेरिका को खुश करने के लिए यह कदम उठा रहा है. पाकिस्तान की अर्थव्यवस्था बुरे दौर से गुजर रही है और उसे अंतरराष्ट्रीय मदद की सख्त जरूरत है. इसी कारण वह इजरायल के साथ संबंध सुधारने की कोशिश कर रहा है.	[404, 1868, 628, 1993]
punjab-doc-body: पंजाब के एक और चिकित्सक को भी गिरफ्तार किया गया है. वह भी डॉ. शाहीन के नजदीकी संपर्क में था. एजेंसियों को शक है कि वह भी इस पूरे नेटवर्क का अहम हिस्सा था. उसके घर से कुछ आपत्तिजनक सामग्री भी बरामद हुई है. जांच एजेंसियां इस बात का पता लगा रही हैं कि इस नेटवर्क में और कौन-कौन लोग शामिल थे.	[18, 871, 370, 926]
faisla-body-grid	[18, 1010, 482, 1215]
congress-subhead: प्रधानमंत्री मोदी का आरोप	[903, 1283, 1081, 1305]
dakshata-tag: दक्षता	[653, 1778, 693, 1800]
waqf-story	[238, 1434, 735, 1759]
pravesh-extra-body: दिल्ली मेट्रो स्टेशन (लालकिला) के दो प्रवेश द्वार खोल दिए गए हैं. सुरक्षा कारणों से इन्हें बंद कर दिया गया था. अब यात्रियों को आवाजाही में सुविधा मिलेगी. डीएमआरसी ने कहा कि सुरक्षा इंतजाम पूरी तरह से चाक-चौबंद हैं.	[800, 700, 1040, 755]
website-main[interactable]: navbharatlive.com	[1363, 26, 1450, 39]
missing-doctors-box	[378, 467, 569, 687]
police-check-headline: पुलिस ने शुरू की हर वाहन की जांच	[583, 159, 780, 206]
pickup-body-2: ■ जांच एजेंसियों ने विस्फोटक की आपूर्ति श्रृंखला का पता लगाने का काम शुरू कर दिया है.	[926, 251, 1041, 294]
waqf-byline-wrap	[371, 1535, 545, 1549]
website-links[interactable]	[1349, 24, 1483, 63]
row-lead	[12, 77, 1488, 927]
row-four	[12, 1774, 1488, 2186]
lead-headline-part1: अल फलाह पर कसा	[18, 75, 339, 123]
dakshata-byline-wrap	[642, 1872, 856, 1886]
fta-photo	[255, 1048, 482, 1125]
tdb-story	[1249, 1434, 1482, 1759]
fta-body: भारत और कनाडा के बीच मुक्त व्यापार समझौते (एफटीए) पर वार्ता फिर से शुरू करने के सभी विकल्प खुले हैं, वाणिज्य मंत्री पीयूष गोयल ने यह बात कही. उन्होंने कहा कि दोनों देशों के बीच व्यापारिक संबंधों को और मजबूत बनाने की दिशा में काम किया जा रहा है. गोयल ने कहा कि भारत अपने व्यापारिक हितों की रक्षा करते हुए आगे बढ़ेगा.	[255, 1130, 482, 1213]
pravesh-headline: 2 प्रवेश द्वार खुले	[875, 545, 966, 563]
clinton-body-grid	[1021, 985, 1485, 1112]
